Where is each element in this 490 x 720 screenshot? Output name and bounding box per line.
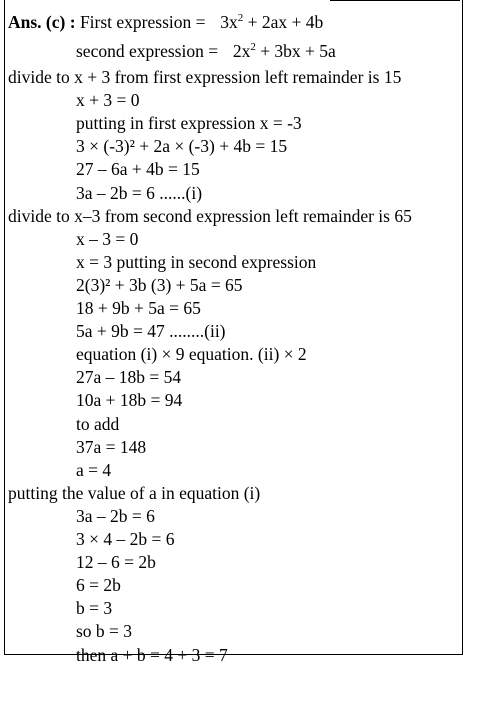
first-expression-prefix: First expression = — [79, 12, 206, 32]
solution-line: 27 – 6a + 4b = 15 — [76, 159, 200, 180]
solution-line: 10a + 18b = 94 — [76, 390, 183, 411]
solution-line: x + 3 = 0 — [76, 90, 140, 111]
solution-line: to add — [76, 413, 120, 434]
top-border-fragment — [330, 0, 460, 3]
solution-line: 12 – 6 = 2b — [76, 552, 156, 573]
solution-line: b = 3 — [76, 598, 113, 619]
solution-line: divide to x–3 from second expression left remainder is 65 — [8, 205, 412, 226]
second-expression-prefix: second expression = — [76, 41, 219, 61]
solution-line: 3a – 2b = 6 — [76, 505, 155, 526]
solution-line: so b = 3 — [76, 621, 133, 642]
solution-line: 27a – 18b = 54 — [76, 367, 182, 388]
solution-line: 18 + 9b + 5a = 65 — [76, 298, 201, 318]
solution-line: a = 4 — [76, 459, 112, 480]
solution-line: 37a = 148 — [76, 436, 147, 457]
solution-line: 2(3)² + 3b (3) + 5a = 65 — [76, 274, 243, 295]
solution-line: divide to x + 3 from first expression left remainder is 15 — [8, 67, 402, 87]
first-expression: $3x^2 + 2ax + 4b$ — [220, 12, 324, 32]
solution-line: 5a + 9b = 47 ........(ii) — [76, 321, 226, 342]
solution-line: x = 3 putting in second expression — [76, 251, 317, 272]
answer-label: Ans. (c) : — [8, 12, 76, 32]
solution-line: putting in first expression x = -3 — [76, 113, 302, 134]
solution-line: 3 × 4 – 2b = 6 — [76, 529, 175, 549]
second-expression: $2x^2 + 3bx + 5a$ — [232, 41, 336, 61]
solution-line: then a + b = 4 + 3 = 7 — [76, 644, 228, 665]
solution-line: putting the value of a in equation (i) — [8, 482, 261, 503]
solution-line: equation (i) × 9 equation. (ii) × 2 — [76, 344, 307, 365]
solution-line: 3 × (-3)² + 2a × (-3) + 4b = 15 — [76, 136, 288, 157]
solution-line: 6 = 2b — [76, 575, 121, 596]
solution-line: x – 3 = 0 — [76, 228, 139, 249]
solution-box — [4, 0, 463, 655]
solution-line: 3a – 2b = 6 ......(i) — [76, 182, 203, 203]
answer-line — [8, 11, 323, 33]
second-expression-line — [76, 40, 336, 62]
